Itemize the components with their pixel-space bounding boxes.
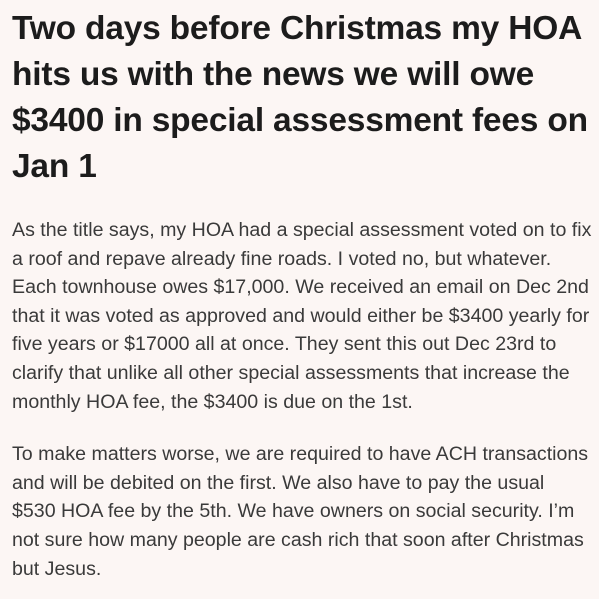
post-title: Two days before Christmas my HOA hits us with the news we will owe $3400 in special assessment fees on Jan 1 bbox=[12, 10, 588, 185]
post-paragraph-1: As the title says, my HOA had a special assessment voted on to fix a roof and repave already fine roads. I voted no, but whatever. Each townhouse owes $17,000. We received an email on Dec 2nd that it was voted as approved and would either be $3400 yearly for five years or $17000 all at once. They sent this out Dec 23rd to clarify that unlike all other special assessments that increase the monthly HOA fee, the $3400 is due on the 1st. bbox=[12, 219, 592, 413]
post-paragraph-2: To make matters worse, we are required to have ACH transactions and will be debited on the first. We also have to pay the usual $530 HOA fee by the 5th. We have owners on social security. I’m not sure how many people are cash rich that soon after Christmas but Jesus. bbox=[12, 443, 589, 580]
post-body bbox=[12, 216, 592, 583]
post-container bbox=[12, 0, 592, 583]
